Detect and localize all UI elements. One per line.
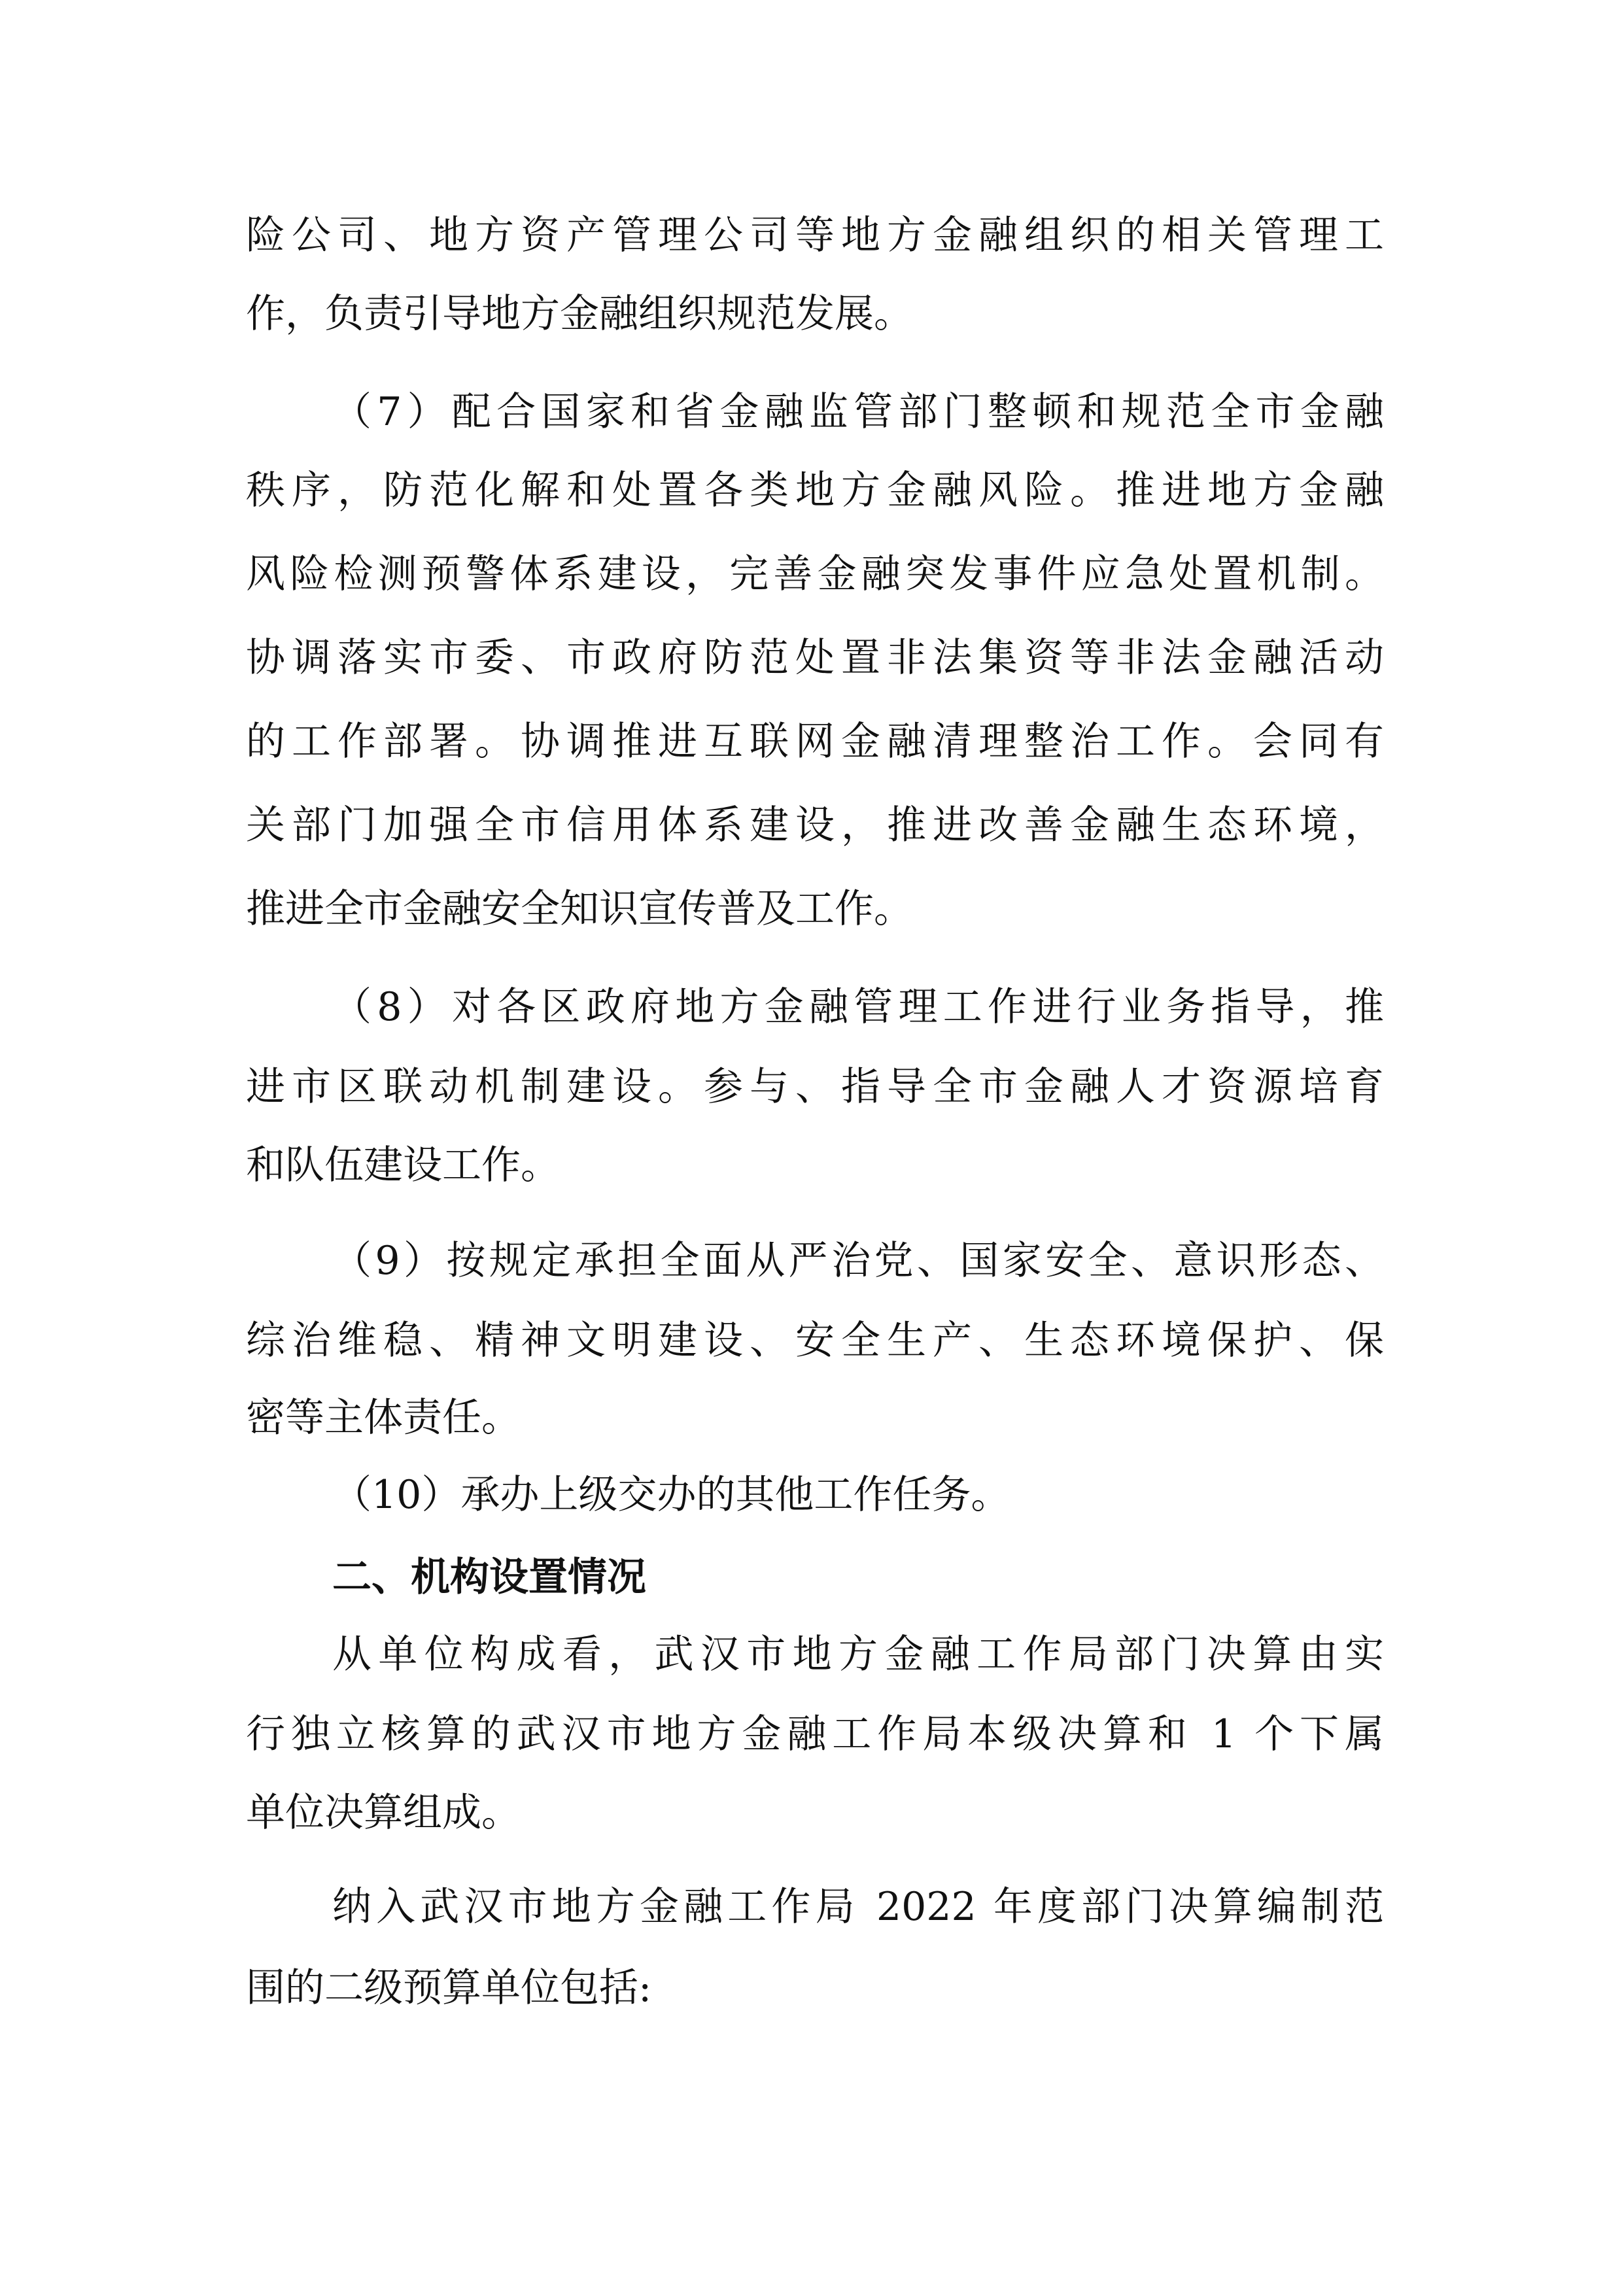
paragraph-line: 单位决算组成。 (246, 1790, 521, 1836)
paragraph-line: （7）配合国家和省金融监管部门整顿和规范全市金融 (332, 389, 1384, 435)
paragraph-line: 密等主体责任。 (246, 1395, 521, 1441)
paragraph-line: 行独立核算的武汉市地方金融工作局本级决算和 1 个下属 (246, 1711, 1384, 1757)
paragraph-line: 和队伍建设工作。 (246, 1142, 560, 1188)
paragraph-line: （8）对各区政府地方金融管理工作进行业务指导，推 (332, 984, 1384, 1030)
paragraph-line: 纳入武汉市地方金融工作局 2022 年度部门决算编制范 (332, 1884, 1384, 1930)
paragraph-line: 关部门加强全市信用体系建设，推进改善金融生态环境， (246, 802, 1384, 848)
section-heading: 二、机构设置情况 (332, 1554, 646, 1600)
paragraph-line: 推进全市金融安全知识宣传普及工作。 (246, 886, 913, 932)
paragraph-line: 围的二级预算单位包括: (246, 1965, 652, 2011)
paragraph-line: 从单位构成看，武汉市地方金融工作局部门决算由实 (332, 1632, 1384, 1677)
paragraph-line: （10）承办上级交办的其他工作任务。 (332, 1472, 1011, 1518)
paragraph-line: （9）按规定承担全面从严治党、国家安全、意识形态、 (332, 1238, 1384, 1284)
paragraph-line: 进市区联动机制建设。参与、指导全市金融人才资源培育 (246, 1064, 1384, 1110)
paragraph-line: 秩序，防范化解和处置各类地方金融风险。推进地方金融 (246, 468, 1384, 513)
paragraph-line: 综治维稳、精神文明建设、安全生产、生态环境保护、保 (246, 1318, 1384, 1363)
paragraph-line: 作，负责引导地方金融组织规范发展。 (246, 291, 913, 337)
paragraph-line: 协调落实市委、市政府防范处置非法集资等非法金融活动 (246, 635, 1384, 681)
paragraph-line: 的工作部署。协调推进互联网金融清理整治工作。会同有 (246, 719, 1384, 764)
paragraph-line: 险公司、地方资产管理公司等地方金融组织的相关管理工 (246, 213, 1384, 258)
paragraph-line: 风险检测预警体系建设，完善金融突发事件应急处置机制。 (246, 551, 1384, 597)
